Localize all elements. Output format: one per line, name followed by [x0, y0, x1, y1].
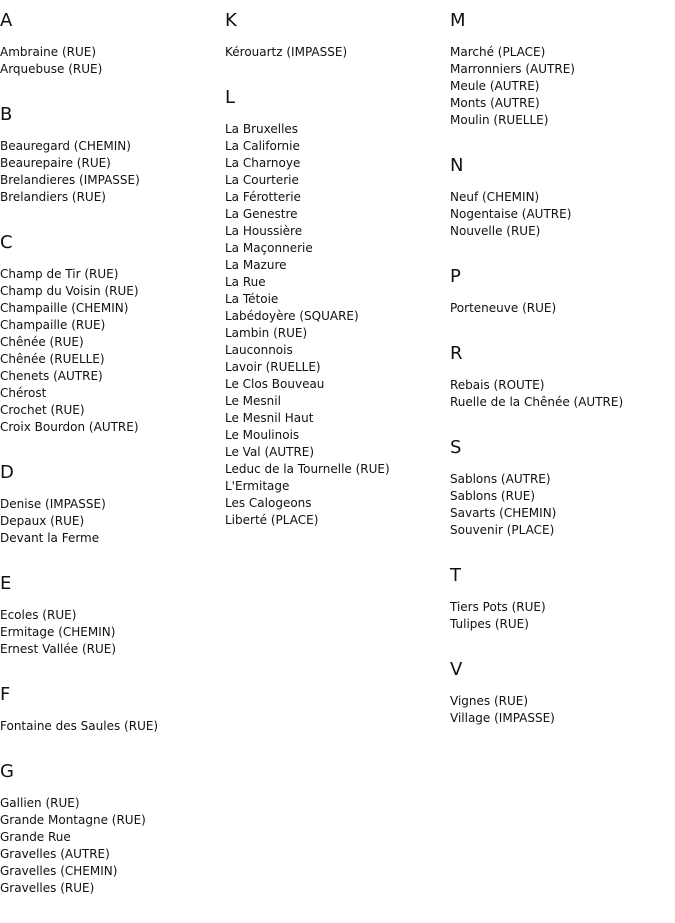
street-link[interactable]: Marronniers (AUTRE): [450, 62, 575, 76]
section-letter-heading: E: [0, 573, 12, 594]
street-list: [225, 121, 445, 529]
letter-section: [0, 10, 220, 78]
letter-section: [0, 104, 220, 206]
street-link[interactable]: Labédoyère (SQUARE): [225, 309, 359, 323]
street-link[interactable]: Chênée (RUELLE): [0, 352, 105, 366]
street-link[interactable]: Village (IMPASSE): [450, 711, 555, 725]
letter-section: [450, 565, 670, 633]
section-letter-heading: R: [450, 343, 463, 364]
street-link[interactable]: Devant la Ferme: [0, 531, 100, 545]
section-letter-heading: S: [450, 437, 462, 458]
street-link[interactable]: Champaille (RUE): [0, 318, 106, 332]
street-link[interactable]: Gravelles (CHEMIN): [0, 864, 118, 878]
street-link[interactable]: Lambin (RUE): [225, 326, 308, 340]
street-link[interactable]: Les Calogeons: [225, 496, 312, 510]
street-link[interactable]: La Courterie: [225, 173, 299, 187]
street-list: [0, 718, 220, 735]
street-link[interactable]: Nogentaise (AUTRE): [450, 207, 572, 221]
letter-section: [0, 761, 220, 897]
street-list: [225, 44, 445, 61]
street-link[interactable]: Vignes (RUE): [450, 694, 529, 708]
street-link[interactable]: Porteneuve (RUE): [450, 301, 557, 315]
section-letter-heading: N: [450, 155, 464, 176]
street-list: [450, 300, 670, 317]
street-link[interactable]: Croix Bourdon (AUTRE): [0, 420, 139, 434]
street-link[interactable]: Gravelles (RUE): [0, 881, 95, 895]
street-link[interactable]: Brelandieres (IMPASSE): [0, 173, 140, 187]
street-link[interactable]: Le Mesnil: [225, 394, 281, 408]
street-link[interactable]: Chérost: [0, 386, 47, 400]
street-link[interactable]: Champ du Voisin (RUE): [0, 284, 139, 298]
letter-section: [0, 573, 220, 658]
street-link[interactable]: La Bruxelles: [225, 122, 299, 136]
street-list: [450, 189, 670, 240]
street-link[interactable]: La Genestre: [225, 207, 298, 221]
section-letter-heading: L: [225, 87, 236, 108]
street-list: [0, 266, 220, 436]
street-link[interactable]: Grande Montagne (RUE): [0, 813, 146, 827]
letter-section: [450, 10, 670, 129]
letter-section: [450, 659, 670, 727]
street-link[interactable]: Marché (PLACE): [450, 45, 546, 59]
letter-section: [450, 266, 670, 317]
section-letter-heading: F: [0, 684, 11, 705]
street-list: [0, 795, 220, 897]
street-link[interactable]: Champ de Tir (RUE): [0, 267, 119, 281]
street-link[interactable]: Meule (AUTRE): [450, 79, 540, 93]
section-letter-heading: M: [450, 10, 466, 31]
street-link[interactable]: Le Mesnil Haut: [225, 411, 314, 425]
street-link[interactable]: La Houssière: [225, 224, 303, 238]
street-index-column-3: [450, 10, 670, 753]
street-link[interactable]: Chênée (RUE): [0, 335, 84, 349]
section-letter-heading: G: [0, 761, 14, 782]
street-link[interactable]: Depaux (RUE): [0, 514, 85, 528]
section-letter-heading: T: [450, 565, 461, 586]
street-link[interactable]: Beaurepaire (RUE): [0, 156, 111, 170]
street-link[interactable]: Ruelle de la Chênée (AUTRE): [450, 395, 624, 409]
section-letter-heading: P: [450, 266, 461, 287]
street-list: [0, 138, 220, 206]
street-link[interactable]: Savarts (CHEMIN): [450, 506, 557, 520]
street-link[interactable]: Brelandiers (RUE): [0, 190, 106, 204]
street-link[interactable]: Le Clos Bouveau: [225, 377, 325, 391]
letter-section: [225, 87, 445, 529]
street-list: [450, 693, 670, 727]
street-link[interactable]: La Mazure: [225, 258, 287, 272]
street-link[interactable]: Arquebuse (RUE): [0, 62, 103, 76]
street-link[interactable]: La Férotterie: [225, 190, 301, 204]
section-letter-heading: A: [0, 10, 13, 31]
section-letter-heading: C: [0, 232, 13, 253]
section-letter-heading: D: [0, 462, 14, 483]
letter-section: [450, 343, 670, 411]
street-link[interactable]: Denise (IMPASSE): [0, 497, 106, 511]
section-letter-heading: B: [0, 104, 13, 125]
street-list: [450, 471, 670, 539]
street-list: [0, 607, 220, 658]
letter-section: [450, 437, 670, 539]
street-list: [450, 599, 670, 633]
street-link[interactable]: Nouvelle (RUE): [450, 224, 541, 238]
letter-section: [225, 10, 445, 61]
street-link[interactable]: Lauconnois: [225, 343, 293, 357]
street-link[interactable]: Le Val (AUTRE): [225, 445, 315, 459]
street-link[interactable]: L'Ermitage: [225, 479, 290, 493]
section-letter-heading: V: [450, 659, 463, 680]
street-link[interactable]: Moulin (RUELLE): [450, 113, 549, 127]
street-link[interactable]: Sablons (AUTRE): [450, 472, 551, 486]
street-link[interactable]: Champaille (CHEMIN): [0, 301, 129, 315]
street-link[interactable]: Rebais (ROUTE): [450, 378, 545, 392]
street-link[interactable]: Gravelles (AUTRE): [0, 847, 110, 861]
street-link[interactable]: Lavoir (RUELLE): [225, 360, 321, 374]
street-list: [450, 44, 670, 129]
street-link[interactable]: Souvenir (PLACE): [450, 523, 555, 537]
letter-section: [0, 232, 220, 436]
street-link[interactable]: Ambraine (RUE): [0, 45, 97, 59]
street-index-column-2: [225, 10, 445, 555]
street-link[interactable]: Liberté (PLACE): [225, 513, 319, 527]
street-link[interactable]: Kérouartz (IMPASSE): [225, 45, 348, 59]
street-list: [0, 496, 220, 547]
street-link[interactable]: Ernest Vallée (RUE): [0, 642, 117, 656]
street-link[interactable]: Beauregard (CHEMIN): [0, 139, 131, 153]
street-link[interactable]: Neuf (CHEMIN): [450, 190, 540, 204]
section-letter-heading: K: [225, 10, 237, 31]
street-link[interactable]: Ermitage (CHEMIN): [0, 625, 116, 639]
street-link[interactable]: Ecoles (RUE): [0, 608, 77, 622]
street-list: [450, 377, 670, 411]
street-link[interactable]: Sablons (RUE): [450, 489, 536, 503]
street-link[interactable]: Fontaine des Saules (RUE): [0, 719, 159, 733]
letter-section: [0, 684, 220, 735]
letter-section: [0, 462, 220, 547]
street-link[interactable]: La Californie: [225, 139, 300, 153]
street-link[interactable]: Tiers Pots (RUE): [450, 600, 546, 614]
street-link[interactable]: La Maçonnerie: [225, 241, 313, 255]
street-link[interactable]: La Rue: [225, 275, 266, 289]
street-link[interactable]: Monts (AUTRE): [450, 96, 540, 110]
street-link[interactable]: La Charnoye: [225, 156, 301, 170]
street-link[interactable]: Crochet (RUE): [0, 403, 85, 417]
street-link[interactable]: Le Moulinois: [225, 428, 300, 442]
street-link[interactable]: Leduc de la Tournelle (RUE): [225, 462, 390, 476]
street-link[interactable]: Gallien (RUE): [0, 796, 80, 810]
street-list: [0, 44, 220, 78]
street-index-column-1: [0, 10, 220, 923]
street-link[interactable]: La Tétoie: [225, 292, 279, 306]
street-link[interactable]: Tulipes (RUE): [450, 617, 529, 631]
street-link[interactable]: Chenets (AUTRE): [0, 369, 103, 383]
street-link[interactable]: Grande Rue: [0, 830, 71, 844]
letter-section: [450, 155, 670, 240]
